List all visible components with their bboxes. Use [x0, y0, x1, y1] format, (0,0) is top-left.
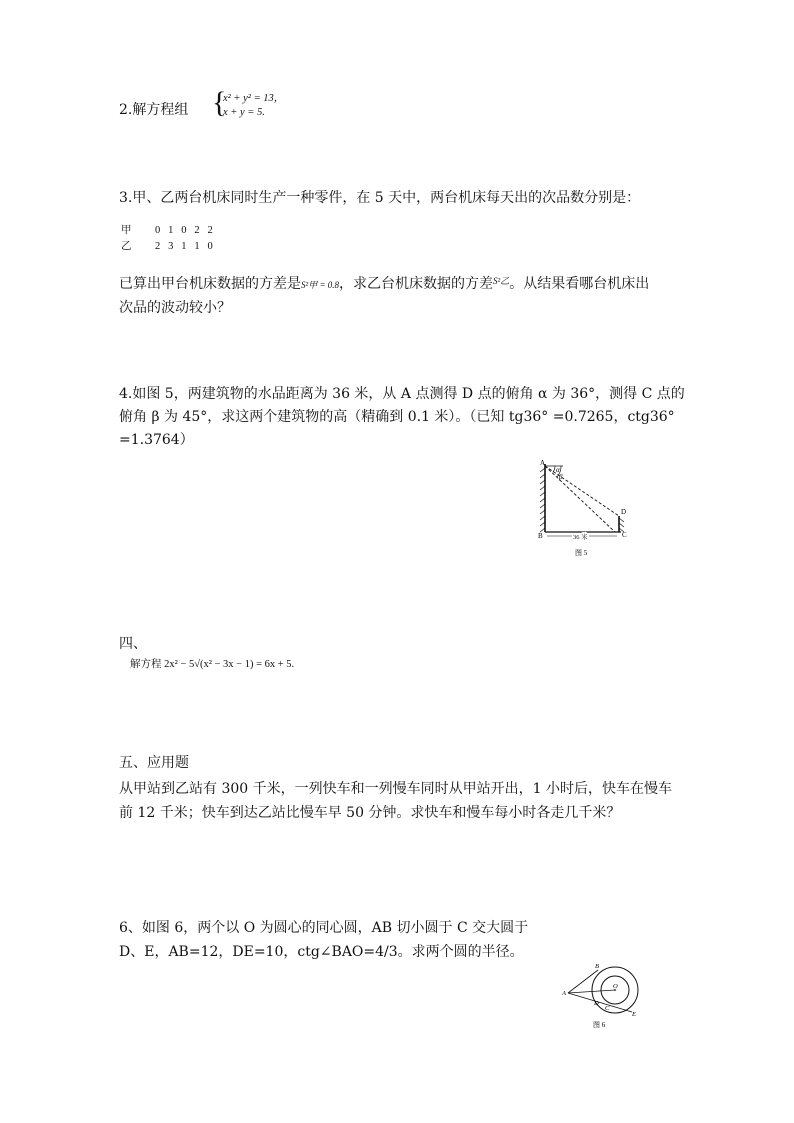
line-ae — [568, 993, 632, 1012]
q2-equation-1: x² + y² = 13， — [223, 93, 285, 104]
angle-alpha-arc — [553, 466, 555, 472]
figure-6 — [560, 962, 640, 1032]
q3-variance-1: S²甲 = 0.8 — [301, 280, 340, 290]
q4-line-1: 4.如图 5，两建筑物的水品距离为 36 米，从 A 点测得 D 点的俯角 α 为 36°，测得 C 点的 — [119, 386, 685, 402]
q2-label: 2.解方程组 — [119, 102, 189, 118]
q2-brace: { — [212, 86, 227, 119]
q3-line-1-part-c: 。从结果看哪台机床出 — [509, 276, 650, 292]
q3-intro: 3.甲、乙两台机床同时生产一种零件，在 5 天中，两台机床每天出的次品数分别是： — [119, 190, 641, 206]
section-five-heading: 五、应用题 — [119, 755, 189, 771]
label-c: C — [622, 531, 627, 539]
label-c: C — [605, 1005, 610, 1012]
label-beta: β — [559, 473, 563, 481]
label-e: E — [632, 1011, 636, 1018]
label-a: A — [540, 459, 546, 467]
label-b: B — [538, 532, 543, 540]
line-ao — [568, 990, 615, 993]
q3-row-1-name: 甲 — [121, 225, 132, 236]
label-b: B — [595, 963, 599, 970]
figure-5-caption: 图 5 — [575, 549, 588, 557]
q3-row-2-name: 乙 — [121, 241, 132, 252]
distance-label: 36 米 — [573, 534, 588, 541]
q3-variance-2: S²乙 — [493, 276, 510, 286]
q3-line-1-part-a: 已算出甲台机床数据的方差是 — [119, 276, 301, 292]
sight-line-ac — [545, 466, 615, 532]
label-alpha: α — [556, 466, 560, 474]
q5-line-2: 前 12 千米；快车到达乙站比慢车早 50 分钟。求快车和慢车每小时各走几千米？ — [119, 805, 621, 821]
label-a: A — [562, 990, 566, 997]
q3-line-1 — [119, 272, 649, 296]
q6-line-2: D、E，AB=12，DE=10，ctg∠BAO=4/3。求两个圆的半径。 — [119, 944, 524, 960]
q3-line-2: 次品的波动较小？ — [119, 300, 231, 316]
q4-line-2: 俯角 β 为 45°，求这两个建筑物的高（精确到 0.1 米）。（已知 tg36° =0.7265，ctg36° — [119, 409, 675, 425]
q3-row-1-values: 0 1 0 2 2 — [155, 225, 213, 236]
label-d: D — [621, 508, 627, 516]
q4-line-3: =1.3764） — [119, 432, 194, 448]
section-four-equation: 解方程 2x² − 5√(x² − 3x − 1) = 6x + 5. — [130, 659, 295, 670]
q3-row-2-values: 2 3 1 1 0 — [155, 241, 213, 252]
q3-line-1-part-b: ，求乙台机床数据的方差 — [339, 276, 494, 292]
q6-line-1: 6、如图 6，两个以 O 为圆心的同心圆，AB 切小圆于 C 交大圆于 — [119, 920, 529, 936]
label-d: D — [594, 1000, 599, 1007]
figure-6-caption: 图 6 — [593, 1021, 606, 1029]
figure-5 — [535, 458, 635, 560]
section-four-heading: 四、 — [119, 636, 147, 652]
q5-line-1: 从甲站到乙站有 300 千米，一列快车和一列慢车同时从甲站开出，1 小时后，快车在慢车 — [119, 781, 672, 797]
label-o: O — [613, 983, 618, 990]
q2-equation-2: x + y = 5. — [223, 107, 265, 118]
